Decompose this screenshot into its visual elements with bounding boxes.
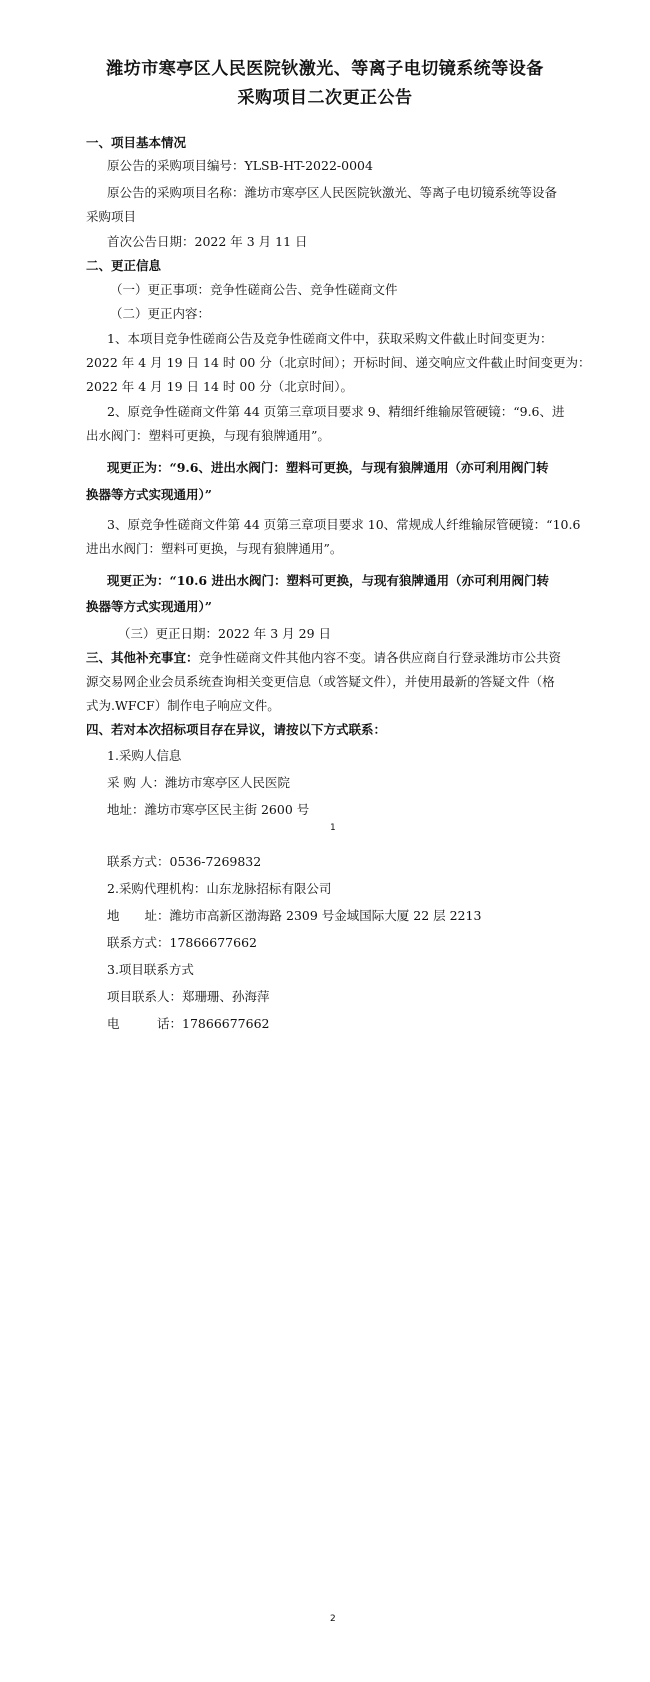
para-3-line-2: 换器等方式实现通用）”	[86, 487, 212, 502]
page-title-line-1: 潍坊市寒亭区人民医院钬激光、等离子电切镜系统等设备	[106, 59, 544, 79]
para-4-line-1: 3、原竞争性磋商文件第 44 页第三章项目要求 10、常规成人纤维输尿管硬镜：“10.6	[107, 517, 581, 532]
para-3-line-1: 现更正为：“9.6、进出水阀门：塑料可更换，与现有狼牌通用（亦可利用阀门转	[107, 460, 549, 475]
page-number-2: 2	[330, 1614, 336, 1624]
correction-items: （一）更正事项：竞争性磋商公告、竞争性磋商文件	[110, 282, 398, 297]
para-5-line-2: 换器等方式实现通用）”	[86, 599, 212, 614]
buyer-info-title: 1.采购人信息	[107, 748, 182, 763]
para-2-line-1: 2、原竞争性磋商文件第 44 页第三章项目要求 9、精细纤维输尿管硬镜：“9.6、进	[107, 404, 565, 419]
section-4-heading: 四、若对本次招标项目存在异议，请按以下方式联系：	[86, 722, 387, 737]
section-3-heading: 三、其他补充事宜：	[86, 650, 199, 665]
buyer-phone: 联系方式：0536-7269832	[107, 854, 262, 869]
project-name-line-1: 原公告的采购项目名称：潍坊市寒亭区人民医院钬激光、等离子电切镜系统等设备	[107, 185, 558, 200]
page-number-1: 1	[330, 823, 336, 833]
section-1-heading: 一、项目基本情况	[86, 135, 187, 150]
correction-content-label: （二）更正内容：	[110, 306, 211, 321]
correction-date: （三）更正日期：2022 年 3 月 29 日	[118, 626, 332, 641]
para-1-line-3: 2022 年 4 月 19 日 14 时 00 分（北京时间）。	[86, 379, 353, 394]
project-number: 原公告的采购项目编号：YLSB-HT-2022-0004	[107, 158, 373, 173]
para-4-line-2: 进出水阀门：塑料可更换，与现有狼牌通用”。	[86, 541, 343, 556]
buyer-address: 地址：潍坊市寒亭区民主街 2600 号	[107, 802, 310, 817]
agent-address-label: 地 址：	[107, 908, 170, 923]
contact-phone-line	[107, 1016, 270, 1032]
contact-person: 项目联系人：郑珊珊、孙海萍	[107, 989, 270, 1004]
agent-address: 潍坊市高新区渤海路 2309 号金域国际大厦 22 层 2213	[169, 908, 482, 923]
section-3-line-3: 式为.WFCF）制作电子响应文件。	[86, 698, 280, 713]
section-3-line-1	[86, 650, 561, 666]
agent-phone: 联系方式：17866677662	[107, 935, 257, 950]
para-1-line-1: 1、本项目竞争性磋商公告及竞争性磋商文件中，获取采购文件截止时间变更为：	[107, 331, 553, 346]
para-2-line-2: 出水阀门：塑料可更换，与现有狼牌通用”。	[86, 428, 330, 443]
contact-phone-label: 电 话：	[107, 1016, 183, 1031]
first-announce-date: 首次公告日期：2022 年 3 月 11 日	[107, 234, 308, 249]
page-title-line-2: 采购项目二次更正公告	[237, 88, 413, 108]
agent-address-line	[107, 908, 481, 924]
section-3-line-2: 源交易网企业会员系统查询相关变更信息（或答疑文件），并使用最新的答疑文件（格	[86, 674, 555, 689]
buyer-name: 采 购 人：潍坊市寒亭区人民医院	[107, 775, 290, 790]
section-3-text: 竞争性磋商文件其他内容不变。请各供应商自行登录潍坊市公共资	[198, 650, 562, 665]
project-name-line-2: 采购项目	[86, 209, 137, 224]
section-2-heading: 二、更正信息	[86, 258, 162, 273]
para-1-line-2: 2022 年 4 月 19 日 14 时 00 分（北京时间）；开标时间、递交响应文件截止时间变更为：	[86, 355, 591, 370]
para-5-line-1: 现更正为：“10.6 进出水阀门：塑料可更换，与现有狼牌通用（亦可利用阀门转	[107, 573, 549, 588]
contact-title: 3.项目联系方式	[107, 962, 194, 977]
agent-title: 2.采购代理机构：山东龙脉招标有限公司	[107, 881, 332, 896]
contact-phone: 17866677662	[182, 1016, 270, 1031]
